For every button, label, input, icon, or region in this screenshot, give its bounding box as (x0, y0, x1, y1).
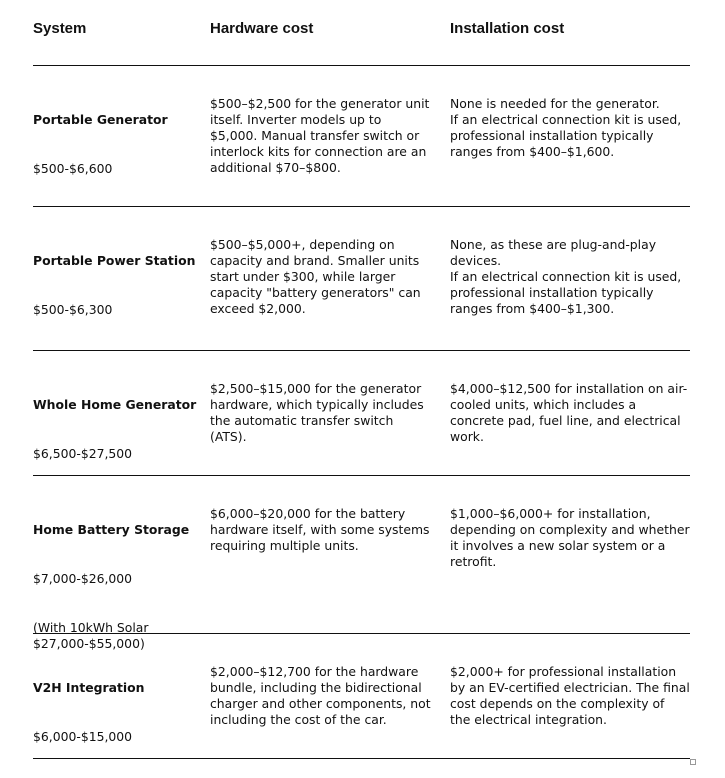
installation-cost-cell: $1,000–$6,000+ for installation, depending on complexity and whether it involves a new solar system or a retrofit. (450, 506, 690, 569)
system-cell (33, 381, 203, 478)
header-installation-cost: Installation cost (450, 20, 565, 37)
system-total-cost: $500-$6,600 (33, 161, 113, 176)
hardware-cost-cell: $2,500–$15,000 for the generator hardware, which typically includes the automatic transfer switch (ATS). (210, 381, 424, 444)
system-solar-note: (With 10kWh Solar $27,000-$55,000) (33, 620, 149, 651)
hardware-cost-cell: $500–$2,500 for the generator unit itself. Inverter models up to $5,000. Manual transfer switch or interlock kits for connection are an additional $70–$800. (210, 96, 430, 175)
divider (33, 65, 690, 66)
system-cell (33, 237, 203, 334)
installation-cost-cell: $2,000+ for professional installation by an EV-certified electrician. The final cost depends on the complexity of the electrical integration. (450, 664, 690, 727)
system-name: V2H Integration (33, 680, 145, 695)
table-header (33, 20, 690, 40)
system-cell (33, 506, 203, 668)
system-name: Whole Home Generator (33, 397, 197, 412)
divider (33, 475, 690, 476)
system-cell (33, 96, 203, 193)
system-cell (33, 664, 203, 761)
header-system: System (33, 20, 87, 37)
system-name: Home Battery Storage (33, 522, 190, 537)
divider (33, 633, 690, 634)
installation-cost-cell: None is needed for the generator. If an electrical connection kit is used, professional installation typically ranges from $400–$1,600. (450, 96, 682, 159)
system-total-cost: $6,000-$15,000 (33, 729, 133, 744)
installation-cost-cell: $4,000–$12,500 for installation on air- cooled units, which includes a concrete pad, fuel line, and electrical work. (450, 381, 688, 444)
hardware-cost-cell: $500–$5,000+, depending on capacity and brand. Smaller units start under $300, while larger capacity "battery generators" can exceed $2,000. (210, 237, 421, 316)
system-total-cost: $7,000-$26,000 (33, 571, 133, 586)
divider (33, 350, 690, 351)
divider (33, 206, 690, 207)
resize-handle-icon[interactable] (690, 759, 696, 765)
header-hardware-cost: Hardware cost (210, 20, 314, 37)
system-total-cost: $6,500-$27,500 (33, 446, 133, 461)
installation-cost-cell: None, as these are plug-and-play devices. If an electrical connection kit is used, professional installation typically ranges from $400–$1,300. (450, 237, 682, 316)
system-total-cost: $500-$6,300 (33, 302, 113, 317)
hardware-cost-cell: $6,000–$20,000 for the battery hardware itself, with some systems requiring multiple units. (210, 506, 430, 553)
system-name: Portable Generator (33, 112, 168, 127)
hardware-cost-cell: $2,000–$12,700 for the hardware bundle, including the bidirectional charger and other components, not including the cost of the car. (210, 664, 431, 727)
divider (33, 758, 690, 759)
system-name: Portable Power Station (33, 253, 196, 268)
